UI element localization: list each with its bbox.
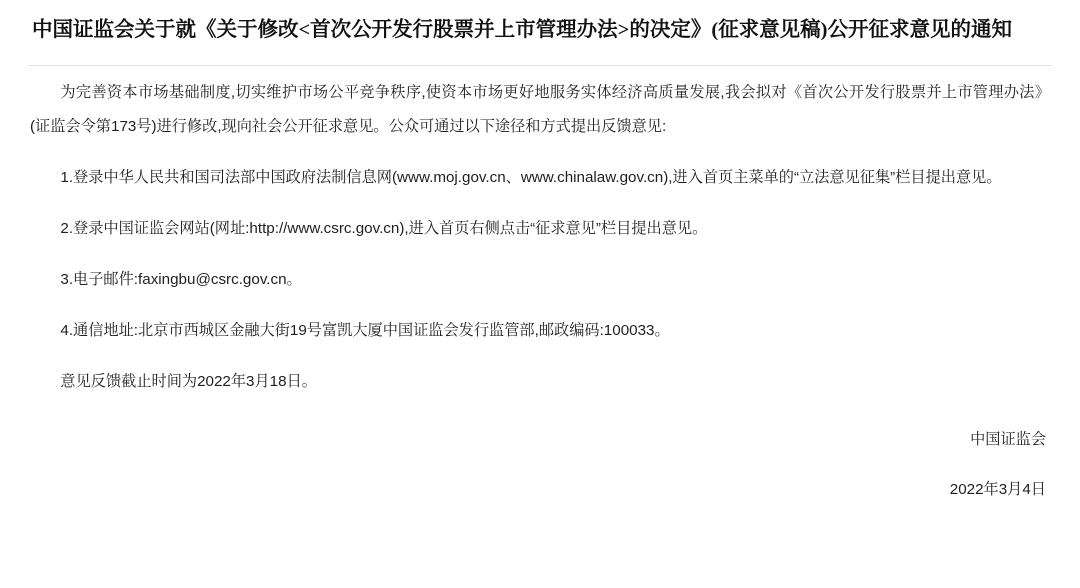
paragraph-channel-2: 2.登录中国证监会网站(网址:http://www.csrc.gov.cn),进入首页右侧点击“征求意见”栏目提出意见。 bbox=[60, 219, 708, 237]
paragraph-channel-4: 4.通信地址:北京市西城区金融大街19号富凯大厦中国证监会发行监管部,邮政编码:100033。 bbox=[60, 321, 670, 339]
signature-issuer: 中国证监会 bbox=[970, 430, 1046, 448]
paragraph-channel-1: 1.登录中华人民共和国司法部中国政府法制信息网(www.moj.gov.cn、www.chinalaw.gov.cn),进入首页主菜单的“立法意见征集”栏目提出意见。 bbox=[60, 168, 1002, 186]
signature-date: 2022年3月4日 bbox=[949, 480, 1046, 498]
document-body bbox=[28, 66, 1052, 399]
paragraph-intro: 为完善资本市场基础制度,切实维护市场公平竞争秩序,使资本市场更好地服务实体经济高质量发展,我会拟对《首次公开发行股票并上市管理办法》(证监会令第173号)进行修改,现向社会公开征求意见。公众可通过以下途径和方式提出反馈意见: bbox=[30, 83, 1050, 135]
page-title: 中国证监会关于就《关于修改<首次公开发行股票并上市管理办法>的决定》(征求意见稿)公开征求意见的通知 bbox=[32, 19, 1013, 41]
paragraph-deadline: 意见反馈截止时间为2022年3月18日。 bbox=[60, 372, 317, 390]
paragraph-channel-3: 3.电子邮件:faxingbu@csrc.gov.cn。 bbox=[60, 270, 302, 288]
